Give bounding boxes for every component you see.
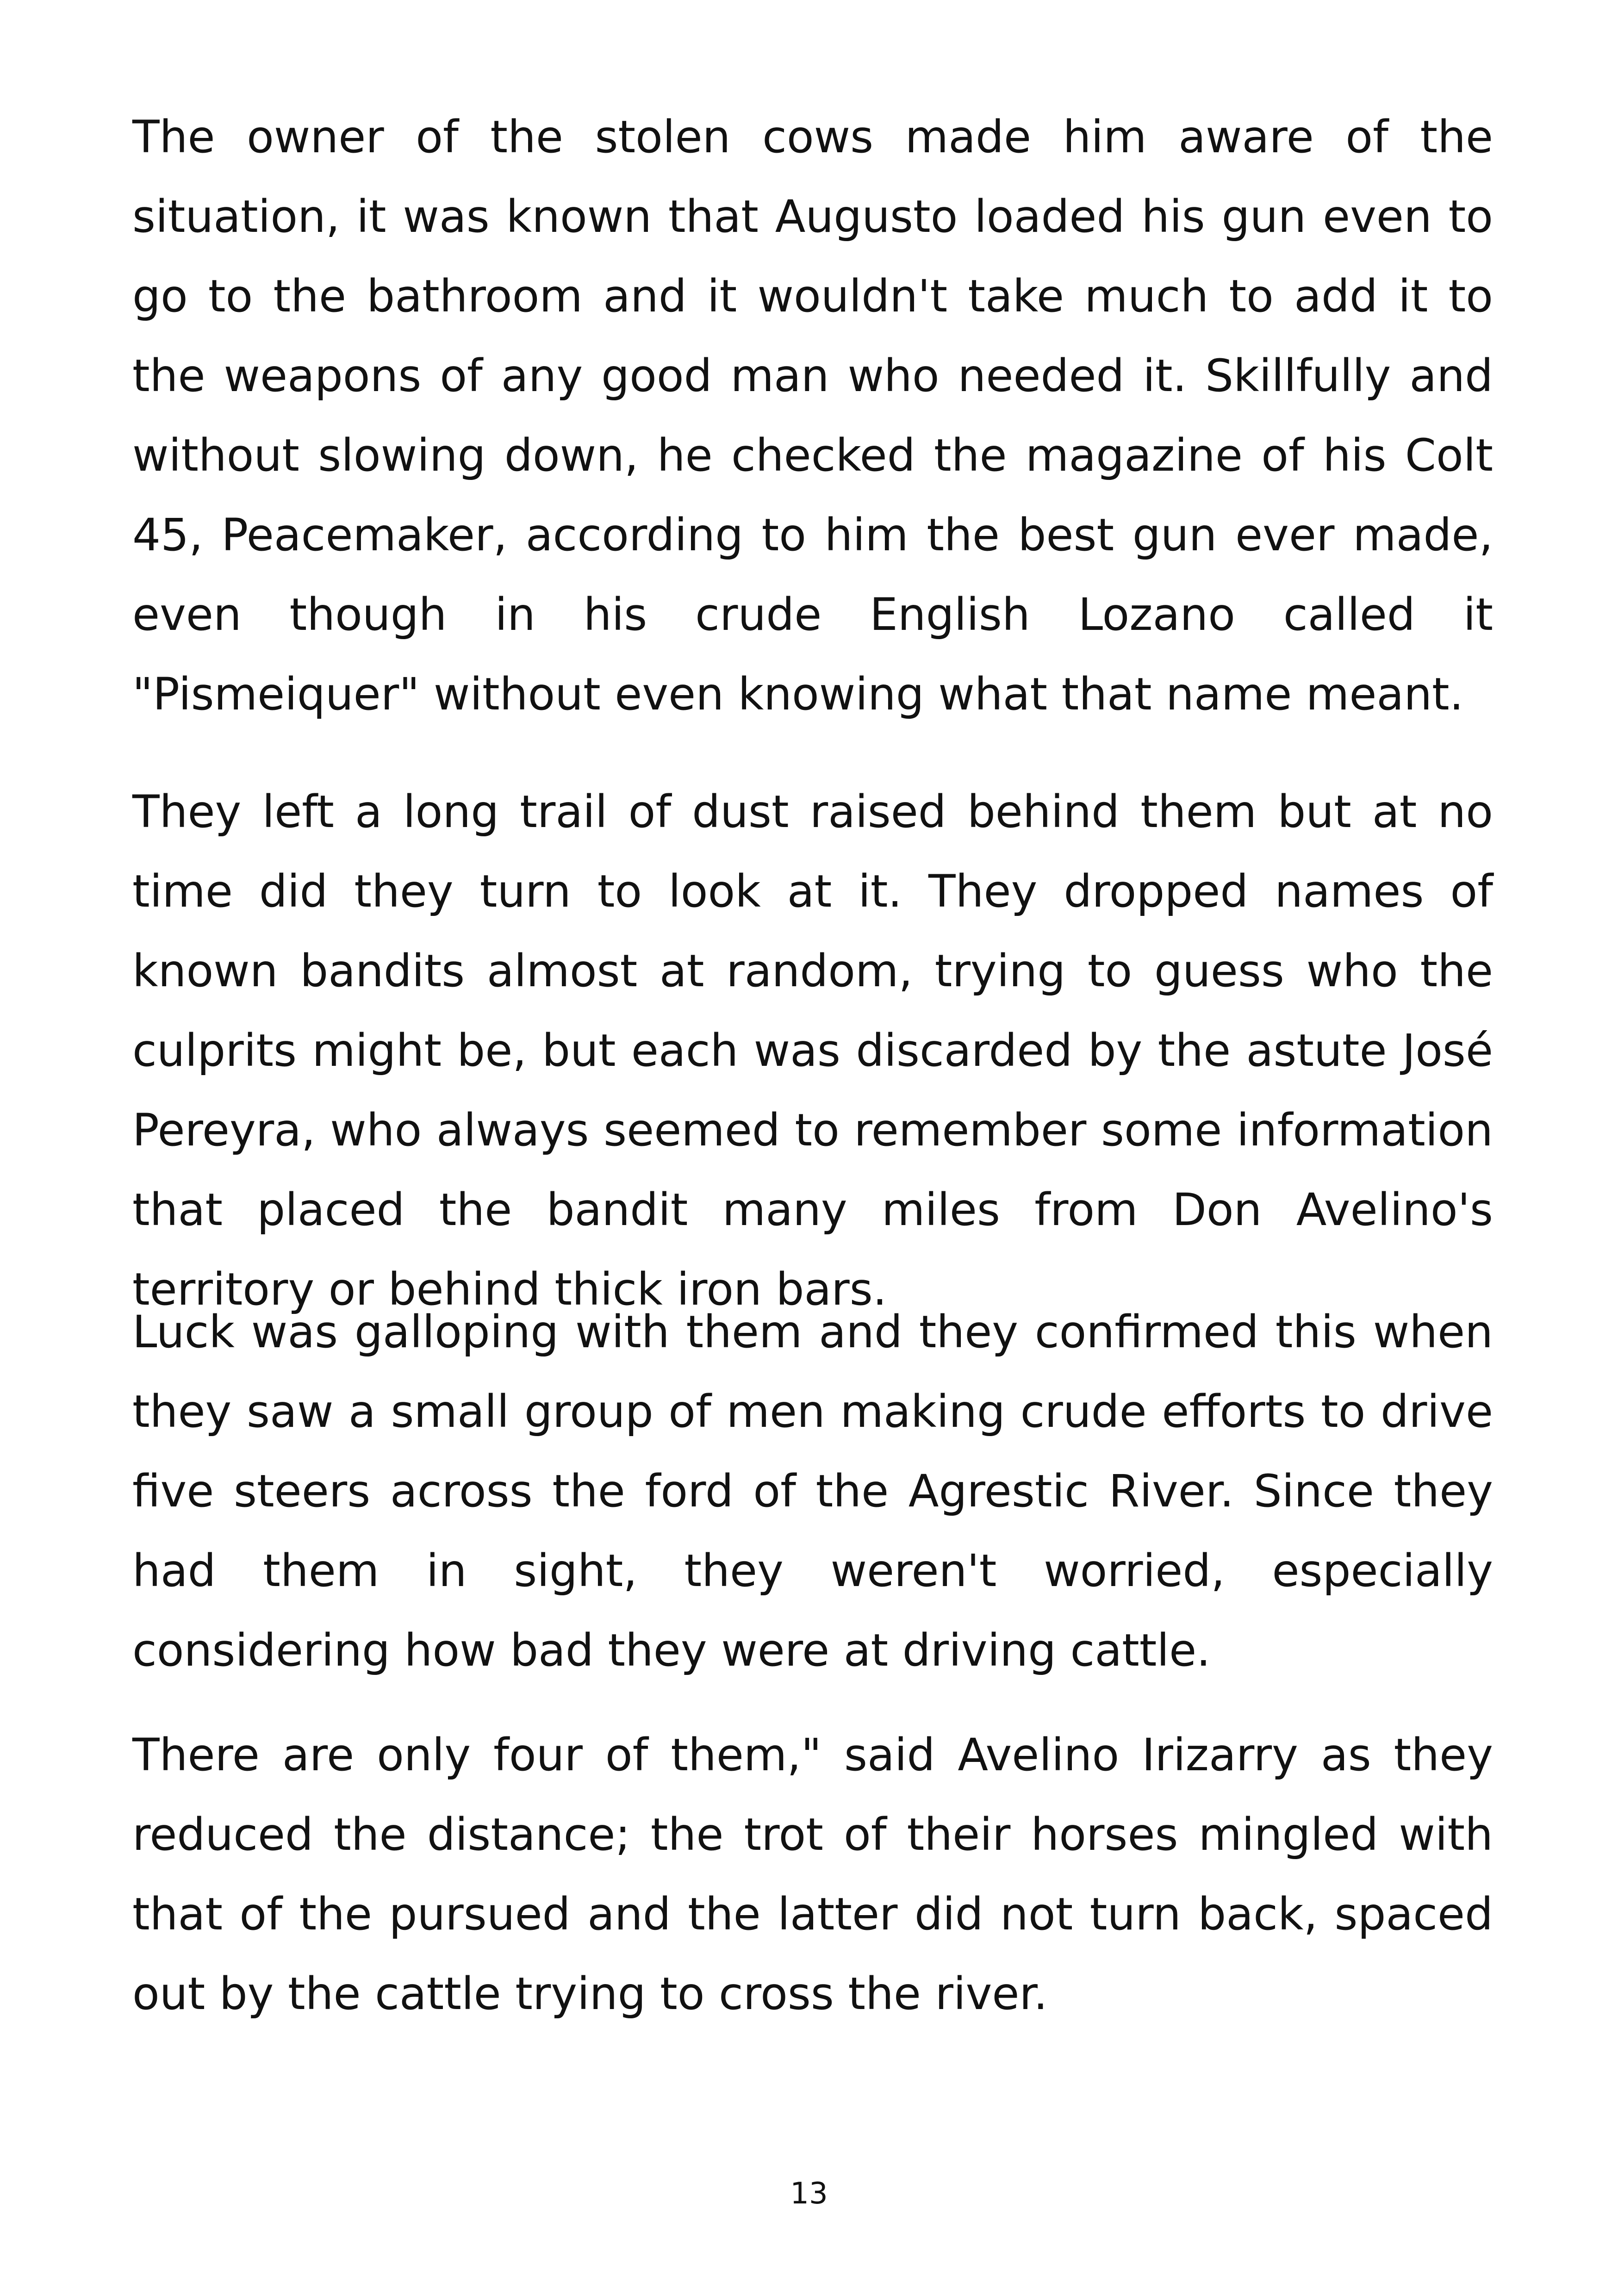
paragraph-1: The owner of the stolen cows made him aware of the situation, it was known that Augusto loaded his gun even to go to the bathroom and it wouldn't take much to add it to the weapons of any good man who needed it. Skillfully and without slowing down, he checked the magazine of his Colt 45, Peacemaker, according to him the best gun ever made, even though in his crude English Lozano called it "Pismeiquer" without even knowing what that name meant.: [132, 111, 1493, 720]
page-number: 13: [790, 2177, 828, 2211]
paragraph-2: They left a long trail of dust raised behind them but at no time did they turn to look at it. They dropped names of known bandits almost at random, trying to guess who the culprits might be, but each was discarded by the astute José Pereyra, who always seemed to remember some information that placed the bandit many miles from Don Avelino's territory or behind thick iron bars.: [132, 786, 1493, 1315]
paragraph-3: Luck was galloping with them and they confirmed this when they saw a small group of men making crude efforts to drive five steers across the ford of the Agrestic River. Since they had them in sight, they weren't worried, especially considering how bad they were at driving cattle.: [132, 1306, 1493, 1676]
paragraph-4: There are only four of them," said Avelino Irizarry as they reduced the distance; the trot of their horses mingled with that of the pursued and the latter did not turn back, spaced out by the cattle trying to cross the river.: [132, 1729, 1493, 2020]
